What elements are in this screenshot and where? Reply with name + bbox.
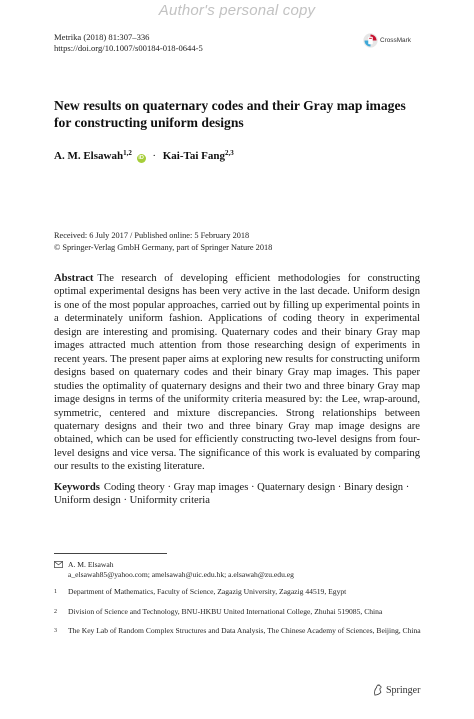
- copyright-line: © Springer-Verlag GmbH Germany, part of Springer Nature 2018: [54, 242, 273, 252]
- keywords-label: Keywords: [54, 482, 100, 493]
- author-affiliation-mark: 2,3: [224, 149, 234, 157]
- crossmark-icon: [363, 33, 378, 48]
- correspondence-footnote: [54, 560, 424, 580]
- publisher-name: Springer: [386, 684, 421, 696]
- affiliation-number: 1: [54, 589, 57, 595]
- affiliation-text: The Key Lab of Random Complex Structures and Data Analysis, The Chinese Academy of Sciences, Beijing, China: [68, 626, 421, 636]
- affiliation-text: Division of Science and Technology, BNU-HKBU United International College, Zhuhai 519085, China: [68, 606, 383, 616]
- publisher-logo: [372, 684, 420, 696]
- abstract: [54, 272, 420, 474]
- watermark-authors-copy: Author's personal copy: [158, 2, 316, 19]
- springer-horse-icon: [372, 684, 383, 696]
- author-list: [54, 149, 234, 163]
- paper-title: New results on quaternary codes and their Gray map images for constructing uniform designs: [54, 98, 406, 130]
- affiliation-footnote: [54, 626, 424, 639]
- keywords: [54, 481, 420, 508]
- correspondence-emails[interactable]: a_elsawah85@yahoo.com; amelsawah@uic.edu.hk; a.elsawah@zu.edu.eg: [68, 570, 294, 579]
- publication-dates: [54, 230, 272, 253]
- affiliation-footnote: [54, 587, 424, 600]
- author-separator: ·: [152, 150, 156, 162]
- abstract-text: The research of developing efficient methodologies for constructing optimal experimental designs has been very active in the last decade. Uniform design is one of the most popular approaches, carried out by filling up experimental points in a determinately uniform fashion. Applications of coding theory in experimental design are interesting and promising. Quaternary codes and their binary Gray map images attracted much attention from those researching design of experiments in recent years. The present paper aims at exploring new results for constructing uniform designs based on quaternary codes and their binary Gray map images. This paper studies the optimality of quaternary designs and their two and three binary Gray map image designs in terms of the uniformity criteria measured by: the Lee, wrap-around, symmetric, centered and mixture discrepancies. Strong relationships between quaternary designs and their two and three binary Gray map image designs are obtained, which can be used for efficiently constructing two-level designs from four-level designs and vice versa. The significance of this work is evaluated by comparing our results to the existing literature.: [54, 273, 420, 473]
- abstract-label: Abstract: [54, 273, 94, 284]
- author-name[interactable]: A. M. Elsawah: [54, 150, 124, 162]
- author-name[interactable]: Kai-Tai Fang: [162, 150, 225, 162]
- journal-citation: Metrika (2018) 81:307–336: [54, 32, 150, 42]
- envelope-icon: [54, 561, 63, 568]
- affiliation-number: 3: [54, 628, 57, 635]
- affiliation-text: Department of Mathematics, Faculty of Science, Zagazig University, Zagazig 44519, Egypt: [68, 587, 347, 596]
- affiliation-footnote: [54, 607, 424, 620]
- author-affiliation-mark: 1,2: [123, 149, 132, 157]
- doi-link[interactable]: https://doi.org/10.1007/s00184-018-0644-5: [54, 43, 203, 53]
- crossmark-badge[interactable]: [363, 33, 411, 48]
- footnotes: [54, 560, 424, 646]
- orcid-icon[interactable]: iD: [138, 155, 144, 161]
- received-published-line: Received: 6 July 2017 / Published online: 5 February 2018: [54, 231, 250, 240]
- keywords-text: Coding theory · Gray map images · Quaternary design · Binary design · Uniform design · Uniformity criteria: [54, 482, 410, 507]
- journal-meta: [54, 32, 203, 54]
- affiliation-number: 2: [54, 608, 57, 615]
- footnote-divider: [54, 553, 167, 554]
- correspondence-name: A. M. Elsawah: [68, 560, 114, 569]
- crossmark-label: CrossMark: [380, 37, 411, 44]
